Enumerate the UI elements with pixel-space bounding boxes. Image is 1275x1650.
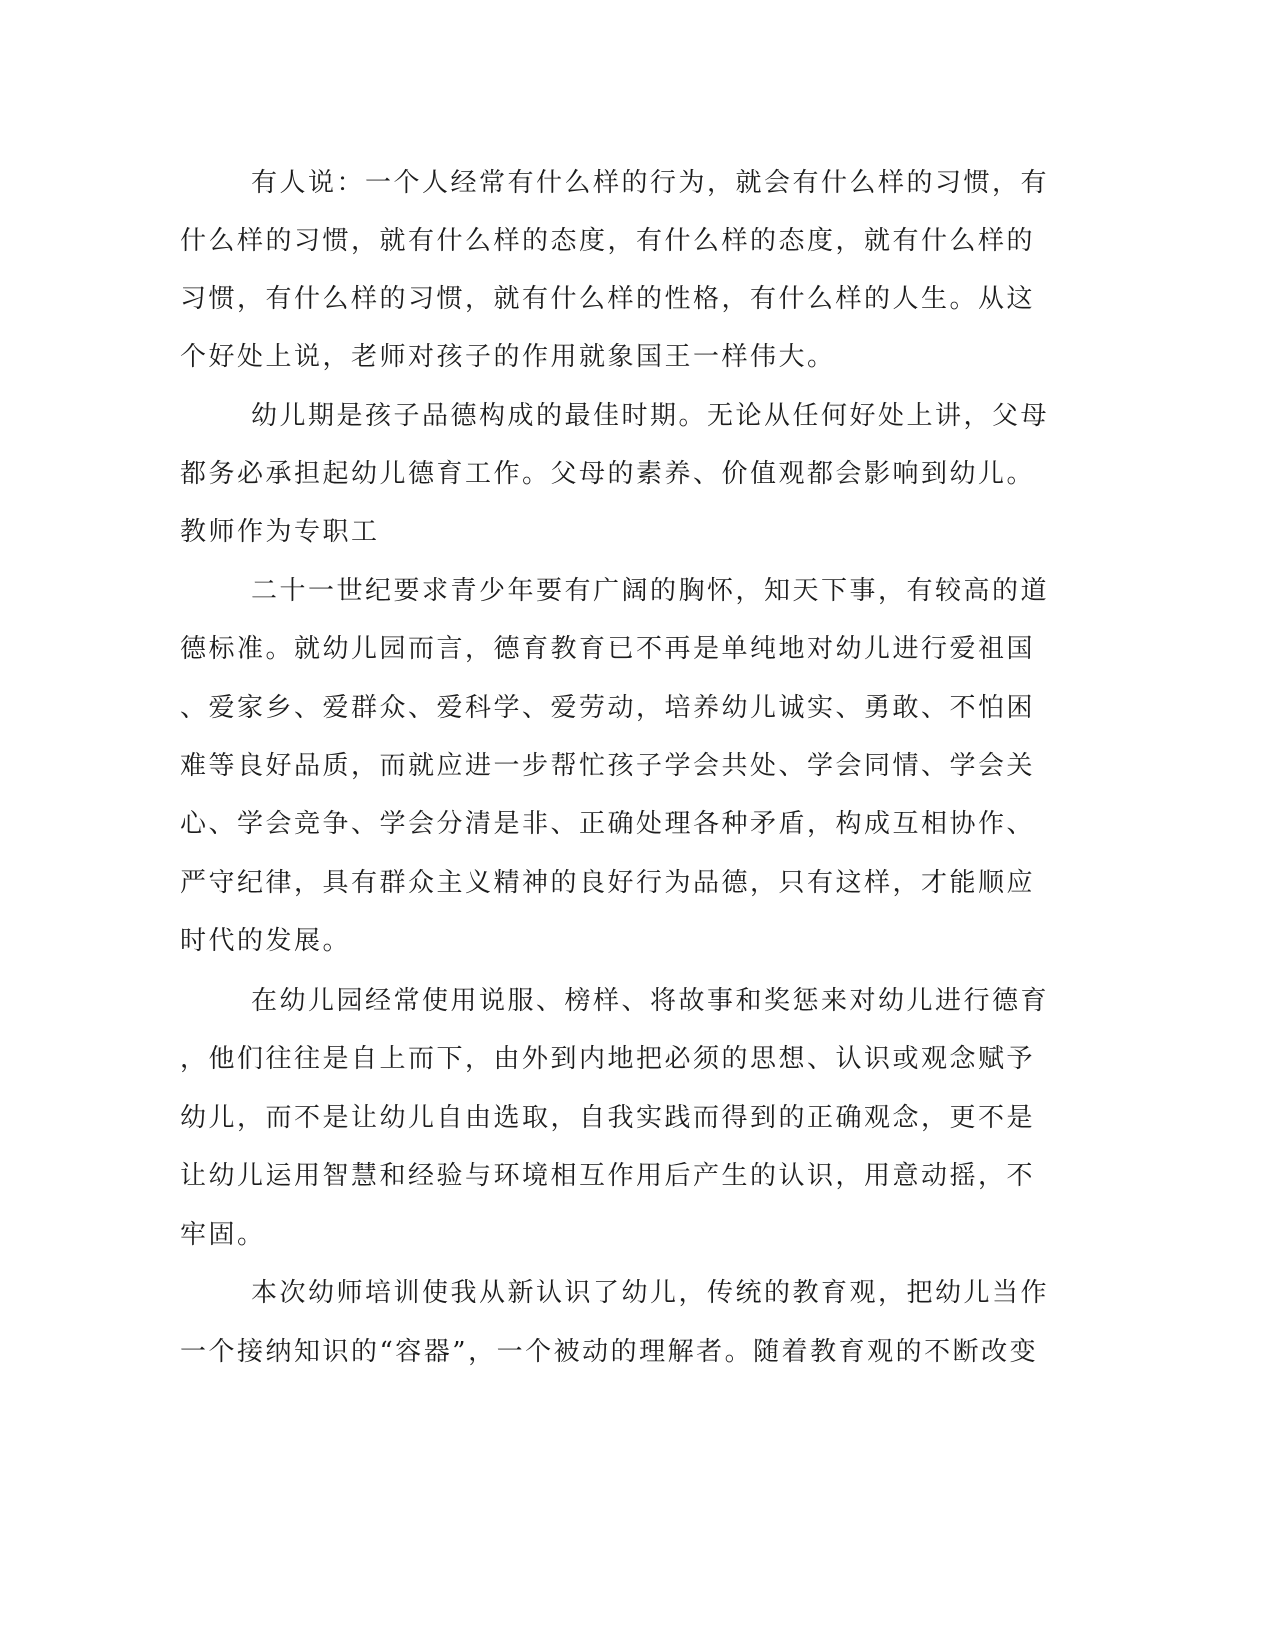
- text-line: 一个接纳知识的“容器”，一个被动的理解者。随着教育观的不断改变: [180, 1337, 1039, 1367]
- text-line: 德标准。就幼儿园而言，德育教育已不再是单纯地对幼儿进行爱祖国: [180, 634, 1036, 664]
- text-line: 时代的发展。: [180, 926, 352, 956]
- text-line: ，他们往往是自上而下，由外到内地把必须的思想、认识或观念赋予: [180, 1044, 1036, 1074]
- text-line: 都务必承担起幼儿德育工作。父母的素养、价值观都会影响到幼儿。: [180, 459, 1036, 489]
- text-line: 幼儿，而不是让幼儿自由选取，自我实践而得到的正确观念，更不是: [180, 1103, 1036, 1133]
- text-line: 让幼儿运用智慧和经验与环境相互作用后产生的认识，用意动摇，不: [180, 1161, 1036, 1191]
- text-line: 牢固。: [180, 1220, 266, 1250]
- text-line: 二十一世纪要求青少年要有广阔的胸怀，知天下事，有较高的道: [251, 576, 1050, 606]
- text-line: 教师作为专职工: [180, 517, 380, 547]
- text-line: 本次幼师培训使我从新认识了幼儿，传统的教育观，把幼儿当作: [251, 1278, 1050, 1308]
- text-line: 在幼儿园经常使用说服、榜样、将故事和奖惩来对幼儿进行德育: [251, 986, 1050, 1016]
- text-line: 心、学会竞争、学会分清是非、正确处理各种矛盾，构成互相协作、: [180, 809, 1036, 839]
- text-line: 、爱家乡、爱群众、爱科学、爱劳动，培养幼儿诚实、勇敢、不怕困: [180, 693, 1036, 723]
- text-line: 习惯，有什么样的习惯，就有什么样的性格，有什么样的人生。从这: [180, 284, 1036, 314]
- text-line: 幼儿期是孩子品德构成的最佳时期。无论从任何好处上讲，父母: [251, 401, 1050, 431]
- text-line: 严守纪律，具有群众主义精神的良好行为品德，只有这样，才能顺应: [180, 868, 1036, 898]
- text-line: 难等良好品质，而就应进一步帮忙孩子学会共处、学会同情、学会关: [180, 751, 1036, 781]
- text-line: 有人说：一个人经常有什么样的行为，就会有什么样的习惯，有: [251, 168, 1050, 198]
- text-line: 什么样的习惯，就有什么样的态度，有什么样的态度，就有什么样的: [180, 226, 1036, 256]
- text-line: 个好处上说，老师对孩子的作用就象国王一样伟大。: [180, 342, 836, 372]
